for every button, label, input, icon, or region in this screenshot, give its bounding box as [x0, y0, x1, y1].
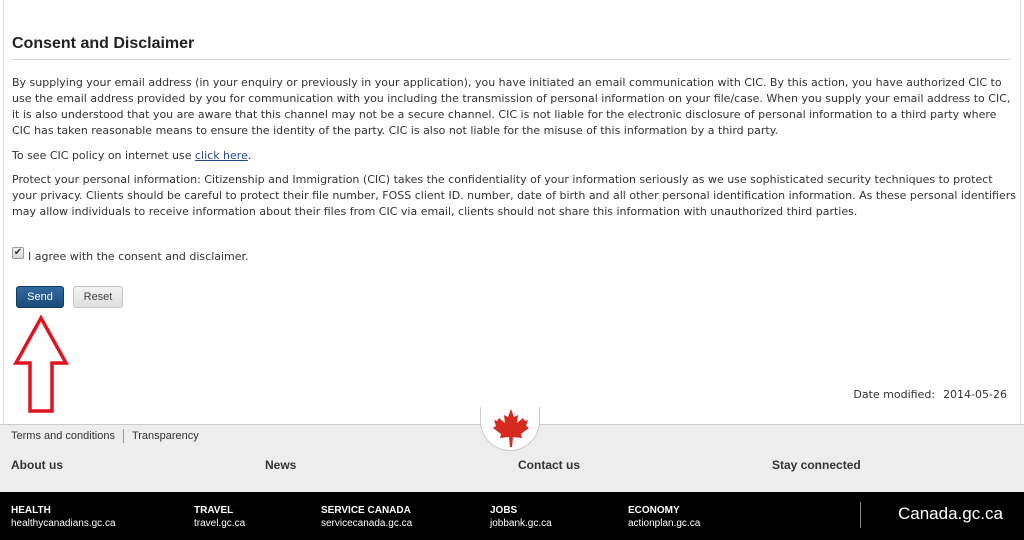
page-title: Consent and Disclaimer	[12, 35, 1010, 60]
travel-link[interactable]	[194, 504, 245, 530]
about-us-link[interactable]: About us	[11, 458, 63, 472]
agree-checkbox[interactable]: ✔	[13, 247, 23, 258]
policy-suffix: .	[247, 149, 252, 162]
maple-leaf-badge	[480, 407, 540, 451]
reset-button[interactable]: Reset	[73, 286, 123, 308]
economy-heading: ECONOMY	[628, 505, 680, 516]
date-modified-label: Date modified:	[853, 388, 936, 401]
health-url: healthycanadians.gc.ca	[11, 518, 116, 529]
travel-heading: TRAVEL	[194, 505, 234, 516]
terms-link[interactable]: Terms and conditions	[11, 430, 115, 442]
jobs-heading: JOBS	[490, 505, 518, 516]
footer-divider	[860, 502, 861, 528]
stay-connected-link[interactable]: Stay connected	[772, 458, 861, 472]
health-heading: HEALTH	[11, 505, 51, 516]
date-modified	[853, 388, 1007, 401]
service-canada-url: servicecanada.gc.ca	[321, 518, 413, 529]
service-canada-link[interactable]	[321, 504, 412, 530]
health-link[interactable]	[11, 504, 116, 530]
maple-leaf-icon	[491, 407, 531, 449]
date-modified-value: 2014-05-26	[943, 388, 1007, 401]
economy-link[interactable]	[628, 504, 700, 530]
jobs-url: jobbank.gc.ca	[490, 518, 552, 529]
policy-prefix: To see CIC policy on internet use	[12, 149, 195, 162]
footer-bottom	[0, 492, 1024, 540]
canada-gc-ca-link[interactable]: Canada.gc.ca	[898, 504, 1003, 523]
agree-label: I agree with the consent and disclaimer.	[28, 250, 249, 263]
main-content	[3, 0, 1021, 424]
transparency-link[interactable]: Transparency	[131, 430, 199, 442]
privacy-paragraph: Protect your personal information: Citizenship and Immigration (CIC) takes the confidentiality of your information seriously as we use sophisticated security techniques to protect your privacy. Clients should be careful to protect their file number, FOSS client ID. number, date of birth and all other personal identification information. As these personal identifiers may allow individuals to receive information about their files from CIC via email, clients should not share this information with unauthorized third parties.	[12, 173, 1016, 218]
travel-url: travel.gc.ca	[194, 518, 246, 529]
contact-us-link[interactable]: Contact us	[518, 458, 581, 472]
terms-separator	[123, 429, 124, 443]
service-canada-heading: SERVICE CANADA	[321, 505, 411, 516]
news-link[interactable]: News	[265, 458, 297, 472]
up-arrow-annotation-icon	[12, 315, 70, 415]
footer-terms-bar	[11, 429, 199, 443]
agree-row	[12, 246, 249, 263]
send-button[interactable]: Send	[16, 286, 64, 308]
policy-link[interactable]: click here	[194, 149, 248, 162]
footer-top	[0, 424, 1024, 492]
consent-paragraph: By supplying your email address (in your enquiry or previously in your application), you have initiated an email communication with CIC. By this action, you have authorized CIC to use the email address provided by you for communication with you including the transmission of personal information on your file/case. When you supply your email address to CIC, it is also understood that you are aware that this channel may not be a secure channel. CIC is not liable for the electronic disclosure of personal information to a third party where CIC has taken reasonable means to ensure the identity of the party. CIC is also not liable for the misuse of this information by a third party.	[12, 76, 1011, 137]
economy-url: actionplan.gc.ca	[628, 518, 701, 529]
policy-paragraph	[12, 148, 1017, 164]
jobs-link[interactable]	[490, 504, 552, 530]
